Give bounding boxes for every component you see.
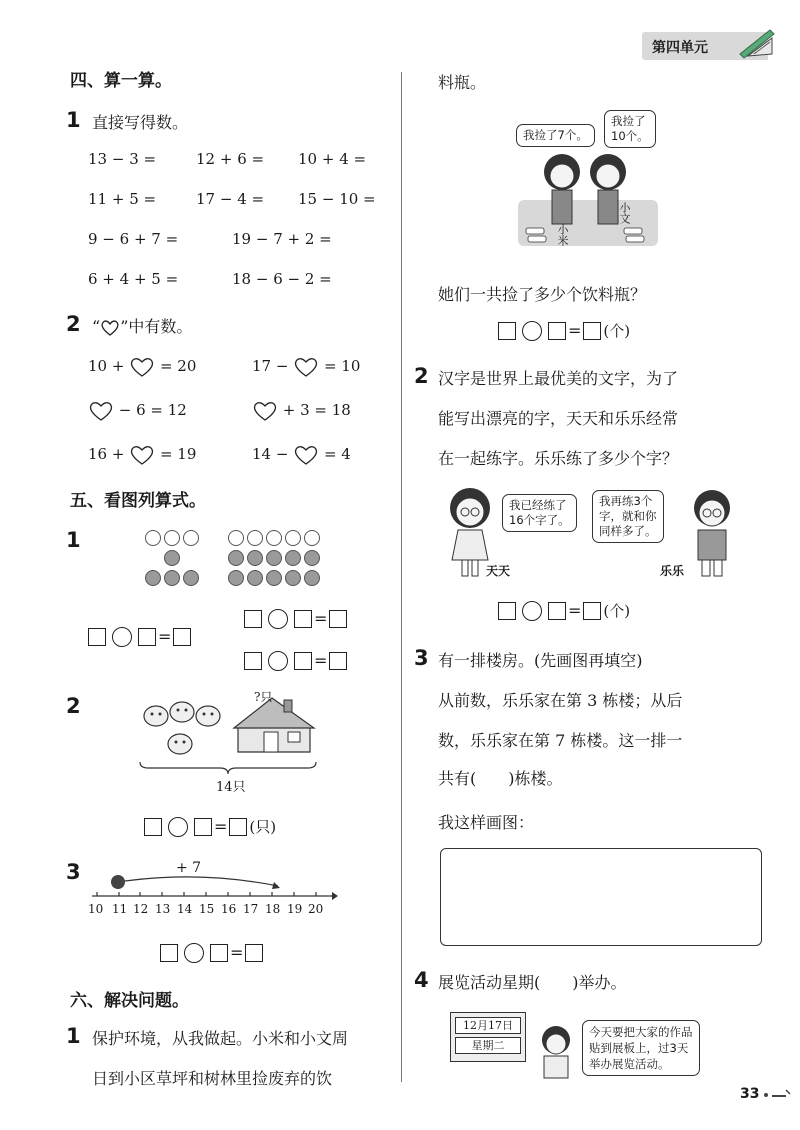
s4-q1-item: 9 − 6 + 7 = bbox=[88, 230, 179, 248]
unit-label: 第四单元 bbox=[652, 40, 708, 56]
ruler-pencil-icon bbox=[736, 24, 776, 60]
s6-q1-line: 料瓶。 bbox=[438, 73, 487, 92]
speech-bubble-teacher: 今天要把大家的作品 贴到展板上，过3天 举办展览活动。 bbox=[582, 1020, 700, 1076]
teacher-illustration bbox=[534, 1024, 580, 1084]
section6-title: 六、解决问题。 bbox=[70, 991, 189, 1011]
s4-q2-item: 16 + = 19 bbox=[88, 444, 196, 466]
heart-icon bbox=[100, 319, 120, 337]
s4-q2-text: “ ”中有数。 bbox=[92, 317, 193, 336]
calendar-day: 星期二 bbox=[455, 1037, 521, 1054]
s6-q2-number: 2 bbox=[414, 364, 429, 388]
speech-bubble-right: 我捡了 10个。 bbox=[604, 110, 656, 148]
s6-q2-line: 能写出漂亮的字，天天和乐乐经常 bbox=[438, 409, 679, 428]
s4-q2-number: 2 bbox=[66, 312, 81, 336]
answer-blank[interactable]: = bbox=[88, 626, 191, 647]
drawing-area[interactable] bbox=[440, 848, 762, 946]
hidden-count-label: ?只 bbox=[254, 690, 273, 704]
total-label: 14只 bbox=[216, 780, 246, 795]
heart-icon bbox=[293, 356, 319, 378]
s5-q1-number: 1 bbox=[66, 528, 81, 552]
name-label-right: 小文 bbox=[618, 202, 631, 224]
s6-q1-number: 1 bbox=[66, 1024, 81, 1048]
speech-bubble-left: 我捡了7个。 bbox=[516, 124, 595, 147]
s4-q2-item: 17 − = 10 bbox=[252, 356, 360, 378]
heart-icon bbox=[129, 444, 155, 466]
pigs-illustration bbox=[140, 692, 240, 762]
s4-q2-item: − 6 = 12 bbox=[88, 400, 187, 422]
s4-q2-item: + 3 = 18 bbox=[252, 400, 351, 422]
s6-q4-number: 4 bbox=[414, 968, 429, 992]
page-number: 33 bbox=[740, 1086, 760, 1102]
footer-decoration-icon bbox=[762, 1086, 792, 1102]
lele-boy-illustration bbox=[682, 484, 742, 580]
speech-bubble-tiantian: 我已经练了 16个字了。 bbox=[502, 494, 577, 532]
name-lele: 乐乐 bbox=[660, 564, 685, 578]
s6-q3-number: 3 bbox=[414, 646, 429, 670]
s4-q1-item: 6 + 4 + 5 = bbox=[88, 270, 179, 288]
answer-blank[interactable]: = (个) bbox=[498, 600, 630, 621]
s4-q2-item: 14 − = 4 bbox=[252, 444, 351, 466]
calendar-date: 12月17日 bbox=[455, 1017, 521, 1034]
s4-q1-number: 1 bbox=[66, 108, 81, 132]
s4-q1-text: 直接写得数。 bbox=[92, 113, 189, 132]
heart-icon bbox=[293, 444, 319, 466]
s4-q2-item: 10 + = 20 bbox=[88, 356, 196, 378]
s5-q3-number: 3 bbox=[66, 860, 81, 884]
s4-q1-item: 17 − 4 = bbox=[196, 190, 265, 208]
s6-q1-line: 保护环境，从我做起。小米和小文周 bbox=[92, 1029, 349, 1048]
s6-q3-line: 共有( )栋楼。 bbox=[438, 769, 563, 788]
jump-label: + 7 bbox=[176, 860, 202, 876]
answer-blank[interactable]: = bbox=[244, 608, 347, 629]
column-divider bbox=[401, 72, 402, 1082]
house-illustration bbox=[232, 696, 318, 758]
heart-icon bbox=[252, 400, 278, 422]
s5-q2-number: 2 bbox=[66, 694, 81, 718]
s4-q1-item: 10 + 4 = bbox=[298, 150, 367, 168]
s4-q1-item: 15 − 10 = bbox=[298, 190, 376, 208]
s4-q1-item: 12 + 6 = bbox=[196, 150, 265, 168]
s6-q3-line: 数，乐乐家在第 7 栋楼。这一排一 bbox=[438, 731, 683, 750]
answer-blank[interactable]: = bbox=[160, 942, 263, 963]
calendar bbox=[450, 1012, 526, 1062]
s6-q3-draw-label: 我这样画图： bbox=[438, 813, 535, 832]
s4-q1-item: 18 − 6 − 2 = bbox=[232, 270, 332, 288]
s6-q2-line: 汉字是世界上最优美的文字，为了 bbox=[438, 369, 679, 388]
tick-labels: 10 11 12 13 14 15 16 17 18 19 20 bbox=[88, 902, 324, 916]
answer-blank[interactable]: = bbox=[244, 650, 347, 671]
speech-bubble-lele: 我再练3个 字，就和你 同样多了。 bbox=[592, 490, 664, 543]
s4-q1-item: 13 − 3 = bbox=[88, 150, 157, 168]
s4-q1-item: 19 − 7 + 2 = bbox=[232, 230, 332, 248]
s6-q1-question: 她们一共捡了多少个饮料瓶？ bbox=[438, 285, 647, 304]
answer-blank[interactable]: = (个) bbox=[498, 320, 630, 341]
name-label-left: 小米 bbox=[556, 224, 569, 246]
answer-blank[interactable]: = (只) bbox=[144, 816, 276, 837]
s4-q1-item: 11 + 5 = bbox=[88, 190, 157, 208]
section5-title: 五、看图列算式。 bbox=[70, 491, 206, 511]
girls-collecting-illustration bbox=[512, 150, 664, 250]
s6-q3-line: 有一排楼房。(先画图再填空) bbox=[438, 651, 643, 670]
name-tiantian: 天天 bbox=[486, 564, 511, 578]
s6-q1-line: 日到小区草坪和树林里捡废弃的饮 bbox=[92, 1069, 333, 1088]
s6-q2-line: 在一起练字。乐乐练了多少个字？ bbox=[438, 449, 679, 468]
total-brace bbox=[138, 760, 318, 776]
heart-icon bbox=[129, 356, 155, 378]
s6-q3-line: 从前数，乐乐家在第 3 栋楼；从后 bbox=[438, 691, 683, 710]
s6-q4-text: 展览活动星期( )举办。 bbox=[438, 973, 627, 992]
heart-icon bbox=[88, 400, 114, 422]
section4-title: 四、算一算。 bbox=[70, 71, 172, 91]
